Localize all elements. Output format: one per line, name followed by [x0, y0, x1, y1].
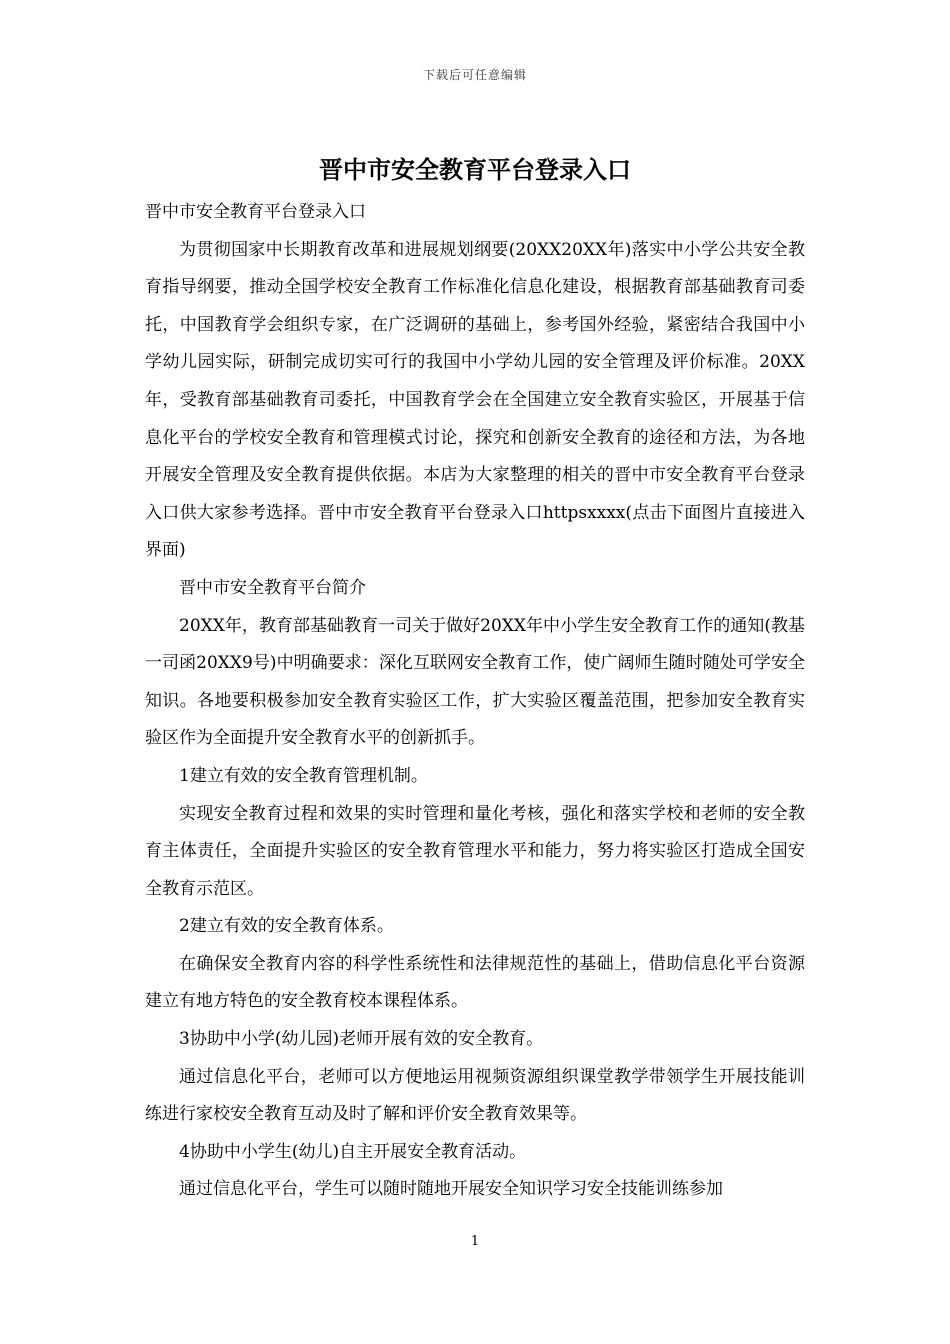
paragraph: 在确保安全教育内容的科学性系统性和法律规范性的基础上，借助信息化平台资源建立有地方特色的安全教育校本课程体系。 [145, 953, 805, 1012]
paragraph: 为贯彻国家中长期教育改革和进展规划纲要(20XX20XX年)落实中小学公共安全教育指导纲要，推动全国学校安全教育工作标准化信息化建设，根据教育部基础教育司委托，中国教育学会组织专家，在广泛调研的基础上，参考国外经验，紧密结合我国中小学幼儿园实际，研制完成切实可行的我国中小学幼儿园的安全管理及评价标准。20XX年，受教育部基础教育司委托，中国教育学会在全国建立安全教育实验区，开展基于信息化平台的学校安全教育和管理模式讨论，探究和创新安全教育的途径和方法，为各地开展安全管理及安全教育提供依据。本店为大家整理的相关的晋中市安全教育平台登录入口供大家参考选择。晋中市安全教育平台登录入口httpsxxxx(点击下面图片直接进入界面) [145, 239, 805, 561]
paragraph: 3协助中小学(幼儿园)老师开展有效的安全教育。 [179, 1029, 544, 1050]
paragraph: 2建立有效的安全教育体系。 [179, 916, 394, 937]
paragraph: 4协助中小学生(幼儿)自主开展安全教育活动。 [179, 1141, 527, 1162]
paragraph: 晋中市安全教育平台登录入口 [145, 202, 366, 222]
page-header: 下载后可任意编辑 [422, 68, 527, 82]
paragraph: 实现安全教育过程和效果的实时管理和量化考核，强化和落实学校和老师的安全教育主体责任，全面提升实验区的安全教育管理水平和能力，努力将实验区打造成全国安全教育示范区。 [145, 803, 805, 899]
page-number: 1 [470, 1234, 480, 1249]
paragraph: 通过信息化平台，老师可以方便地运用视频资源组织课堂教学带领学生开展技能训练进行家校安全教育互动及时了解和评价安全教育效果等。 [145, 1066, 805, 1125]
paragraph: 晋中市安全教育平台简介 [179, 577, 366, 598]
document-title: 晋中市安全教育平台登录入口 [319, 155, 631, 184]
paragraph: 20XX年，教育部基础教育一司关于做好20XX年中小学生安全教育工作的通知(教基一司函20XX9号)中明确要求：深化互联网安全教育工作，使广阔师生随时随处可学安全知识。各地要积极参加安全教育实验区工作，扩大实验区覆盖范围，把参加安全教育实验区作为全面提升安全教育水平的创新抓手。 [145, 615, 805, 749]
paragraph: 1建立有效的安全教育管理机制。 [179, 765, 428, 786]
paragraph: 通过信息化平台，学生可以随时随地开展安全知识学习安全技能训练参加 [179, 1179, 723, 1200]
document-body [145, 194, 805, 1209]
